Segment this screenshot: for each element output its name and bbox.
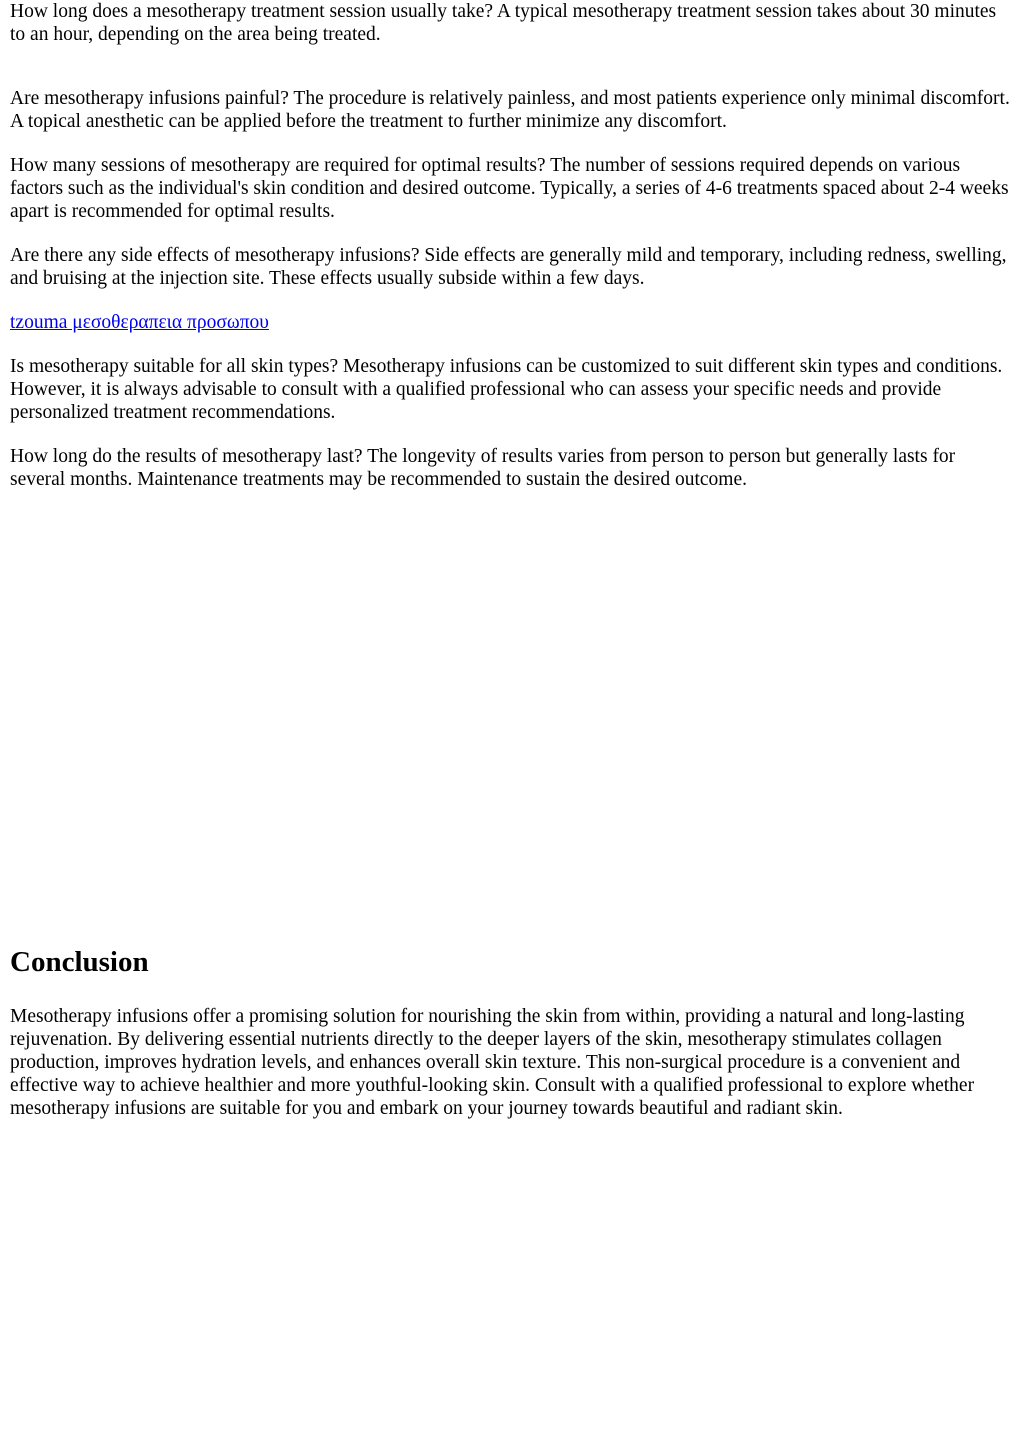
conclusion-heading: Conclusion	[10, 946, 149, 978]
faq-pain: Are mesotherapy infusions painful? The procedure is relatively painless, and most patients experience only minimal discomfort. A topical anesthetic can be applied before the treatment to further minimize any discomfort.	[10, 88, 1010, 132]
faq-results-longevity: How long do the results of mesotherapy last? The longevity of results varies from person to person but generally lasts for several months. Maintenance treatments may be recommended to sustain the desired outcome.	[10, 446, 956, 490]
conclusion-paragraph: Mesotherapy infusions offer a promising solution for nourishing the skin from within, providing a natural and long-lasting rejuvenation. By delivering essential nutrients directly to the deeper layers of the skin, mesotherapy stimulates collagen production, improves hydration levels, and enhances overall skin texture. This non-surgical procedure is a convenient and effective way to achieve healthier and more youthful-looking skin. Consult with a qualified professional to explore whether mesotherapy infusions are suitable for you and embark on your journey towards beautiful and radiant skin.	[10, 1006, 975, 1119]
faq-skin-types: Is mesotherapy suitable for all skin types? Mesotherapy infusions can be customized to suit different skin types and conditions. However, it is always advisable to consult with a qualified professional who can assess your specific needs and provide personalized treatment recommendations.	[10, 356, 1003, 423]
link-paragraph	[10, 311, 1014, 334]
mesotherapy-link[interactable]: tzouma μεσοθεραπεια προσωπου	[10, 312, 269, 333]
faq-sessions-required: How many sessions of mesotherapy are required for optimal results? The number of sessions required depends on various factors such as the individual's skin condition and desired outcome. Typically, a series of 4-6 treatments spaced about 2-4 weeks apart is recommended for optimal results.	[10, 155, 1009, 222]
faq-side-effects: Are there any side effects of mesotherapy infusions? Side effects are generally mild and temporary, including redness, swelling, and bruising at the injection site. These effects usually subside within a few days.	[10, 245, 1007, 289]
faq-session-duration: How long does a mesotherapy treatment session usually take? A typical mesotherapy treatment session takes about 30 minutes to an hour, depending on the area being treated.	[10, 1, 997, 45]
